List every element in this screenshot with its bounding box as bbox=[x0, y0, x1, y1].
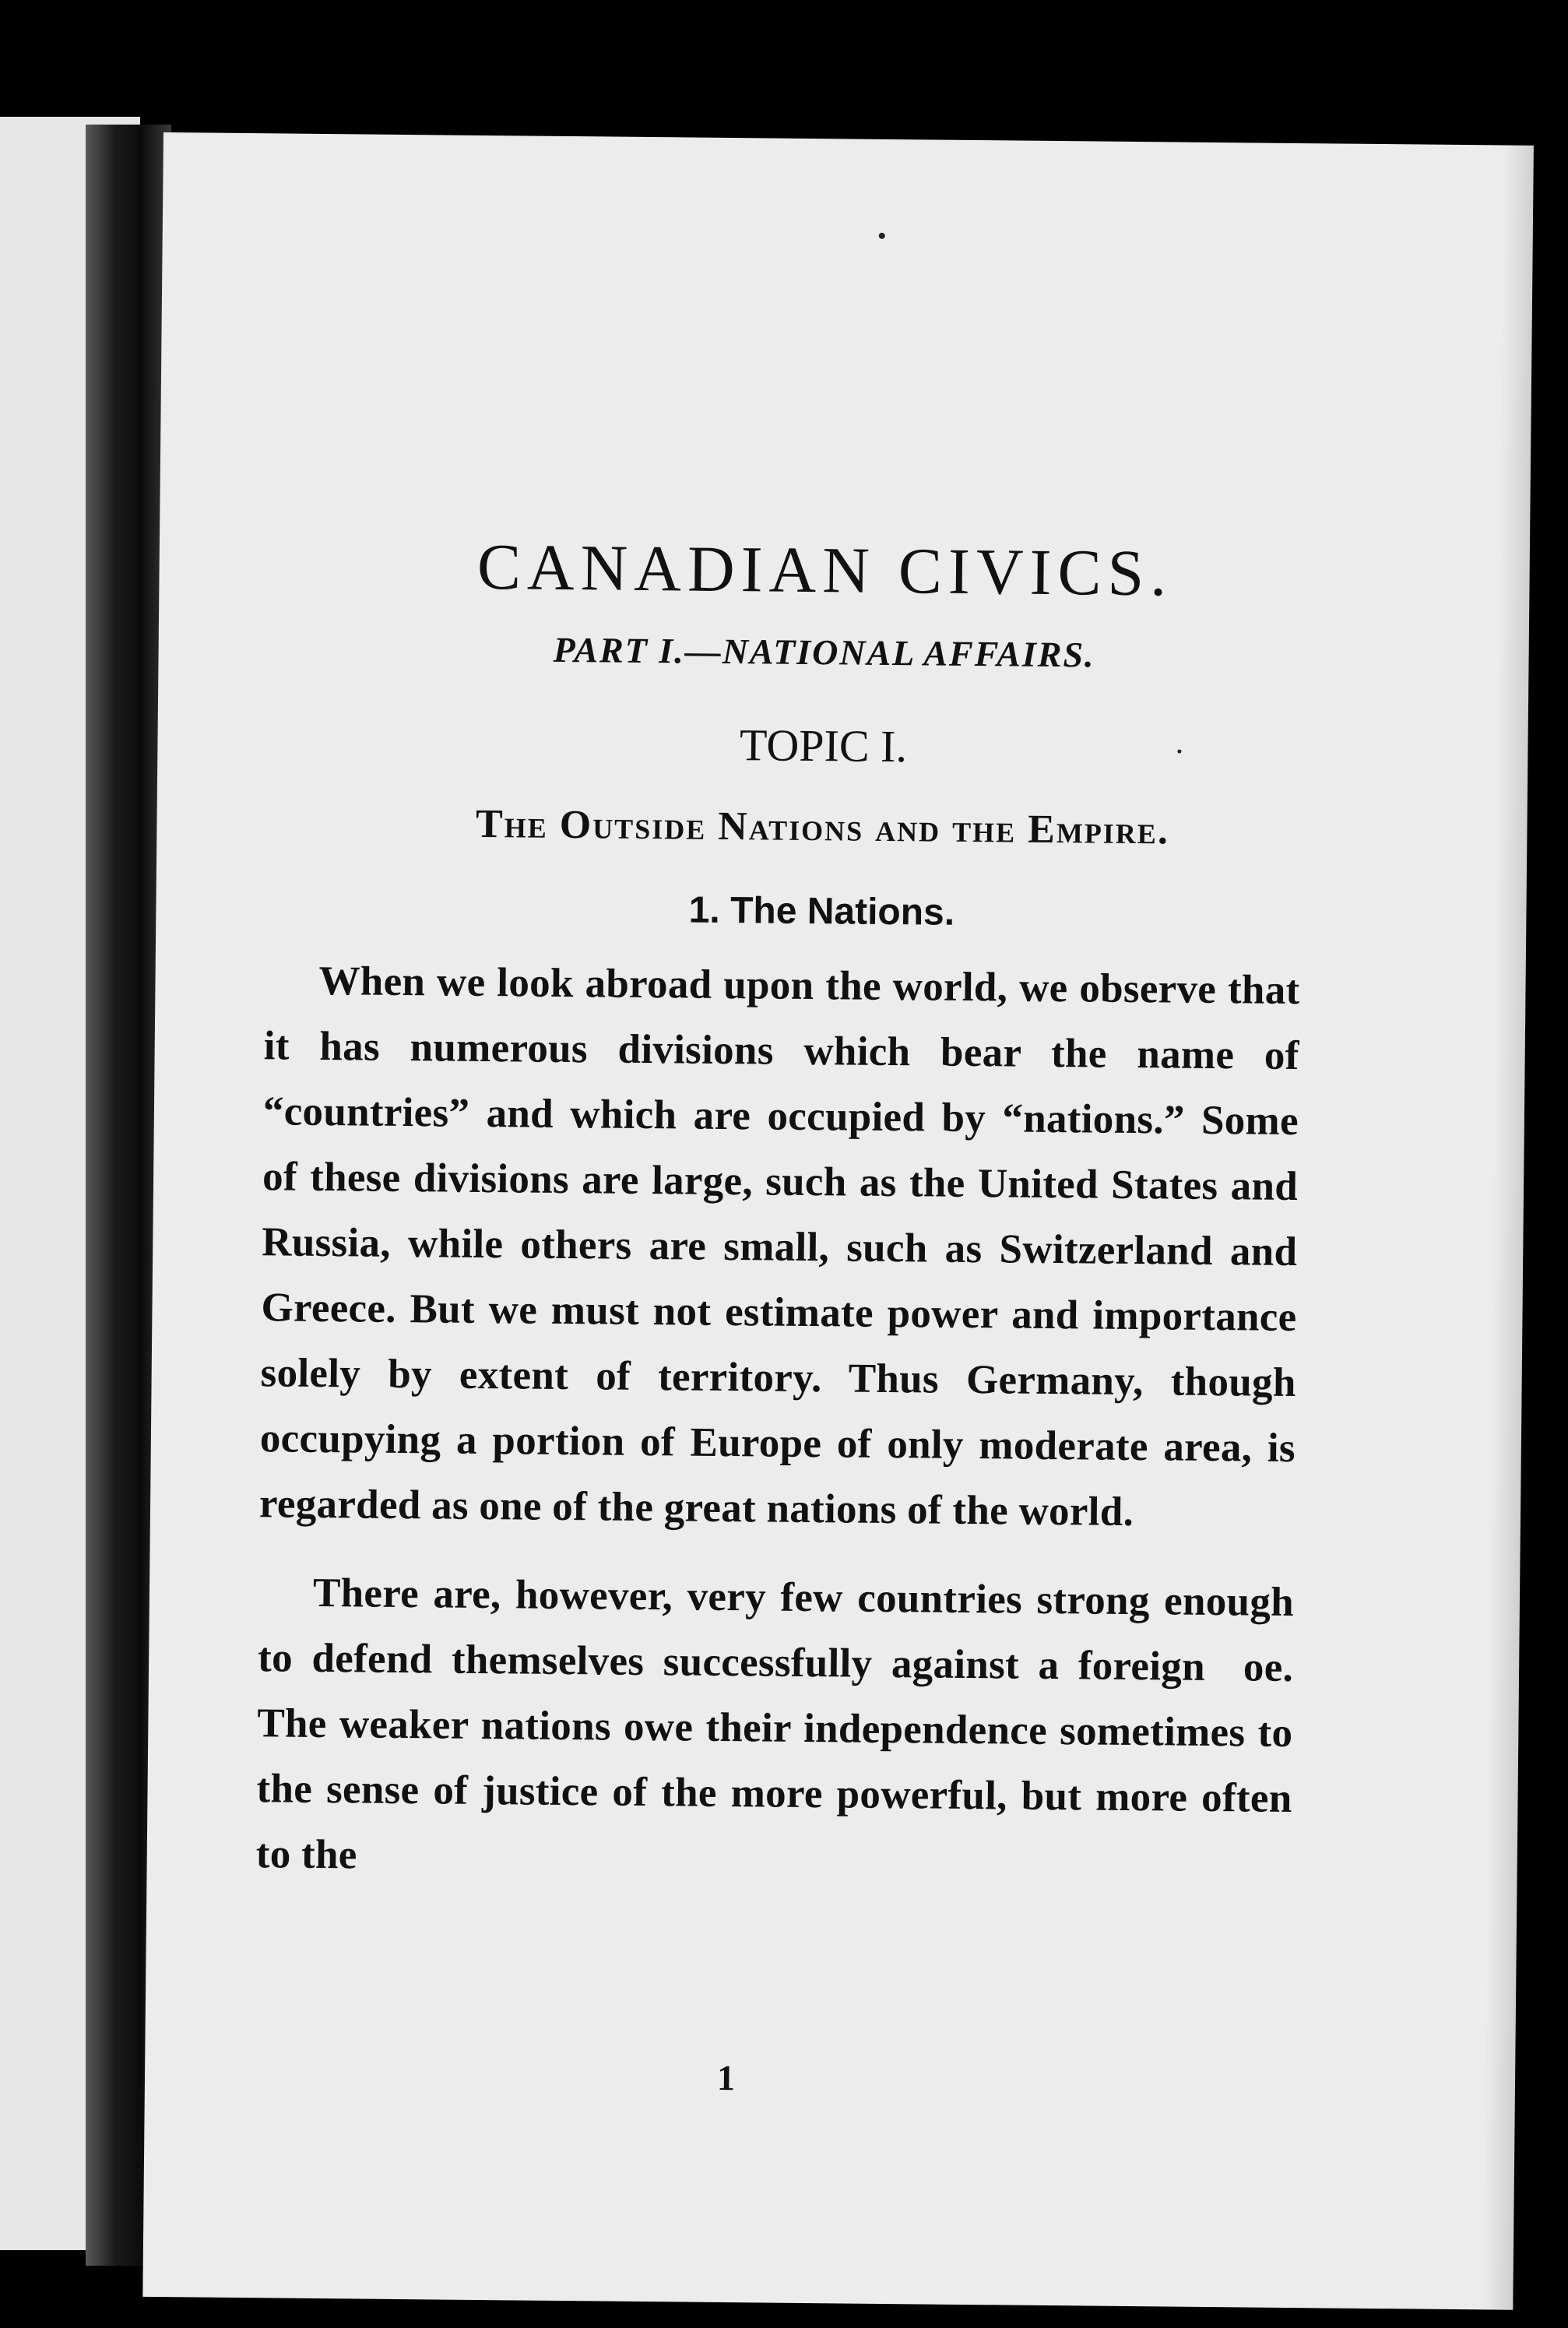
body-paragraph: When we look abroad upon the world, we observe that it has numerous divisions which bear the name of “countries” and which are occupied by “nations.” Some of these divisions are large, such as the United States and Russia, while others are small, such as Switzerland and Greece. But we must not estimate power and importance solely by extent of territory. Thus Germany, though occupying a portion of Europe of only moderate area, is regarded as one of the great nations of the world. bbox=[258, 958, 1300, 1535]
ink-speck bbox=[879, 233, 885, 239]
part-title: PART I.—NATIONAL AFFAIRS. bbox=[553, 629, 1095, 675]
page-number: 1 bbox=[716, 2057, 736, 2098]
section-heading: 1. The Nations. bbox=[688, 889, 955, 934]
topic-title: The Outside Nations and the Empire. bbox=[475, 801, 1170, 853]
page-edge-shadow bbox=[1482, 146, 1534, 2310]
book-page bbox=[142, 132, 1534, 2310]
body-paragraph: There are, however, very few countries strong enough to defend themselves successfully against a foreign oe. The weaker nations owe their independence sometimes to the sense of justice of the more powerful, but more often to the bbox=[255, 1570, 1295, 1878]
book-title: CANADIAN CIVICS. bbox=[476, 530, 1173, 610]
topic-number: TOPIC I. bbox=[739, 719, 908, 772]
page-content bbox=[255, 522, 1304, 1897]
